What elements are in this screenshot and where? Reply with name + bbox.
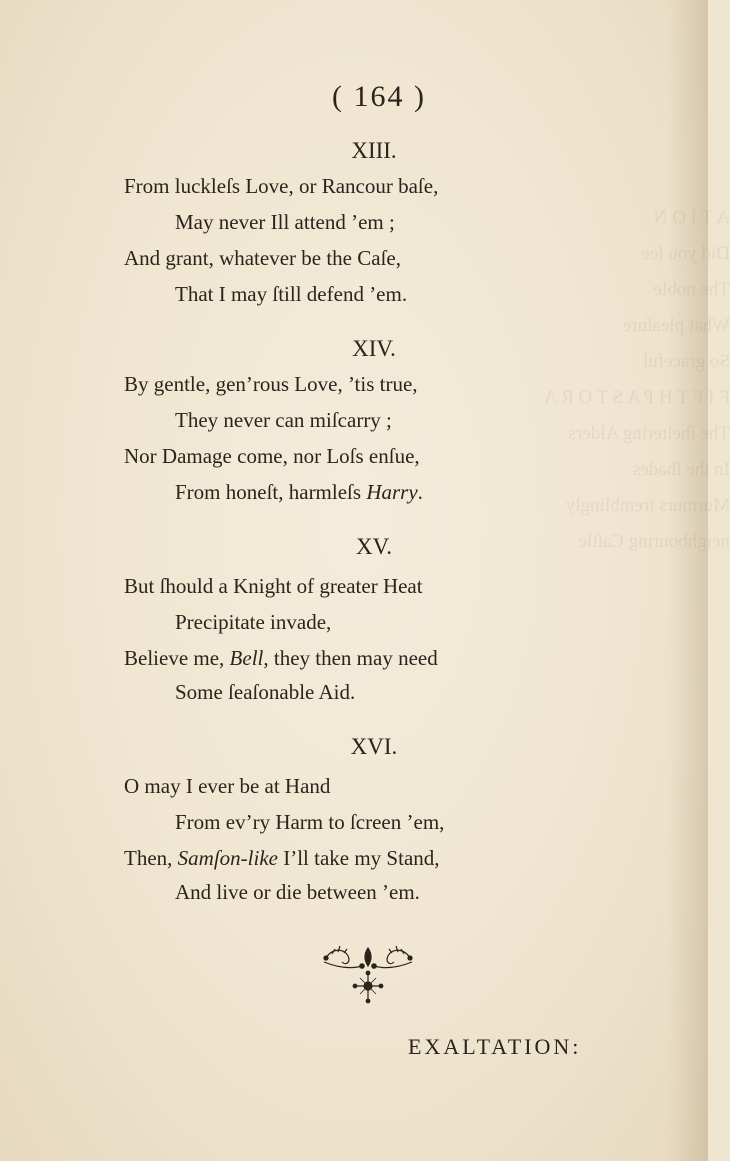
stanza-number: XIV. [352, 336, 396, 361]
verse-line: Nor Damage come, nor Loſs enſue, [124, 444, 420, 468]
verse-line: From luckleſs Love, or Rancour baſe, [124, 174, 439, 198]
verse-line: Some ſeaſonable Aid. [175, 680, 356, 704]
italic-name: Bell [229, 646, 264, 670]
verse-line: And grant, whatever be the Caſe, [124, 246, 401, 270]
stanza-number: XV. [355, 534, 392, 559]
stanza-number: XIII. [351, 138, 397, 163]
italic-name: Samſon-like [177, 846, 278, 870]
page-number: ( 164 ) [332, 80, 426, 113]
verse-line: From ev’ry Harm to ſcreen ’em, [175, 810, 445, 834]
verse-line: From honeſt, harmleſs Harry. [175, 480, 423, 504]
verse-line: They never can miſcarry ; [175, 408, 392, 432]
stanza-number: XVI. [350, 734, 398, 759]
verse-line: Precipitate invade, [175, 610, 332, 634]
italic-name: Harry [366, 480, 418, 504]
verse-line: And live or die between ’em. [175, 880, 420, 904]
verse-line: May never Ill attend ’em ; [175, 210, 395, 234]
catchword: EXALTATION: [408, 1034, 582, 1059]
verse-line: That I may ſtill defend ’em. [175, 282, 408, 306]
verse-line: But ſhould a Knight of greater Heat [124, 574, 423, 598]
verse-line: Believe me, Bell, they then may need [124, 646, 438, 670]
verse-line: Then, Samſon-like I’ll take my Stand, [124, 846, 440, 870]
verse-line: By gentle, gen’rous Love, ’tis true, [124, 372, 418, 396]
verse-line: O may I ever be at Hand [124, 774, 331, 798]
printers-ornament-icon [318, 940, 418, 1010]
bleed-through-text: A T I O N Did you ſee The noble What pleaſure So graceful F I F T H P A S T O R A The ſheltering Alders In the ſhades Murmurs tremblingly neighbouring Caſtle [543, 207, 730, 552]
